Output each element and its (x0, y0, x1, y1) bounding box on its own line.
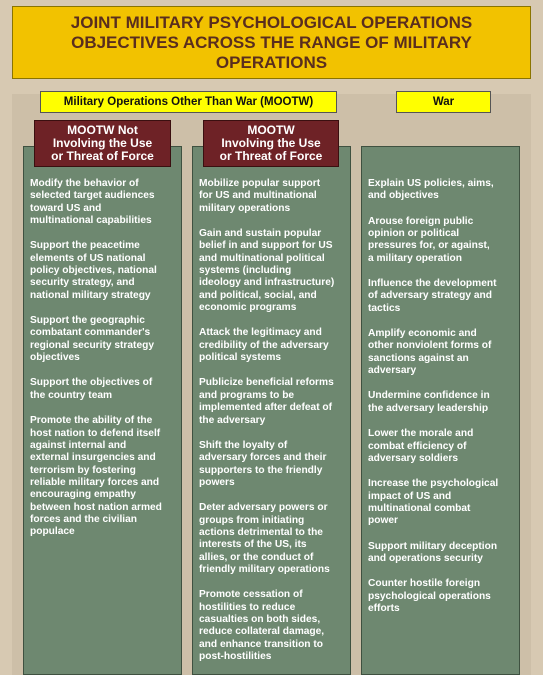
list-item: Explain US policies, aims, and objectives (368, 178, 494, 202)
column-heading-mootw-force: MOOTW Involving the Use or Threat of Force (203, 120, 339, 167)
war-header (396, 91, 491, 113)
list-item: Mobilize popular support for US and multinational military operations (199, 178, 321, 214)
list-item: Arouse foreign public opinion or political pressures for, or against, a military operation (368, 215, 490, 264)
column-war (361, 146, 520, 675)
title-banner (12, 6, 531, 79)
list-item: Support military deception and operations security (368, 540, 498, 564)
list-item: Influence the development of adversary strategy and tactics (368, 278, 497, 314)
list-item: Promote cessation of hostilities to reduce casualties on both sides, reduce collateral damage, and enhance transition to post-hostilities (199, 589, 325, 662)
list-item: Support the peacetime elements of US national policy objectives, national security strategy, and national military strategy (30, 240, 157, 301)
column-heading-mootw-no-force: MOOTW Not Involving the Use or Threat of Force (34, 120, 171, 167)
list-item: Increase the psychological impact of US and multinational combat power (368, 478, 499, 527)
list-item: Publicize beneficial reforms and programs to be implemented after defeat of the adversary (199, 377, 334, 426)
war-header-label: War (432, 96, 455, 108)
list-item: Support the objectives of the country team (30, 377, 153, 401)
list-item: Deter adversary powers or groups from initiating actions detrimental to the interests of the US, its allies, or the conduct of friendly military operations (199, 502, 330, 575)
list-item: Support the geographic combatant commander's regional security strategy objectives (30, 315, 154, 364)
list-item: Gain and sustain popular belief in and support for US and multinational political systems (including ideology and infrastructure) and political, social, and economic programs (199, 228, 335, 314)
list-item: Attack the legitimacy and credibility of the adversary political systems (199, 327, 329, 364)
list-item: Amplify economic and other nonviolent forms of sanctions against an adversary (368, 328, 492, 377)
mootw-header-label: Military Operations Other Than War (MOOTW) (63, 96, 314, 108)
list-item: Promote the ability of the host nation to defend itself against internal and external insurgencies and terrorism by fostering reliable military forces and encouraging empathy between host nation armed forces and the civilian populace (30, 415, 162, 538)
column-mootw-force (192, 146, 351, 675)
list-item: Modify the behavior of selected target audiences toward US and multinational capabilities (30, 178, 155, 227)
list-item: Shift the loyalty of adversary forces and their supporters to the friendly powers (199, 439, 327, 488)
mootw-header (40, 91, 337, 113)
list-item: Undermine confidence in the adversary leadership (368, 390, 490, 414)
page-title: JOINT MILITARY PSYCHOLOGICAL OPERATIONS OBJECTIVES ACROSS THE RANGE OF MILITARY OPERATIONS (70, 12, 473, 72)
list-item: Lower the morale and combat efficiency of adversary soldiers (368, 428, 474, 464)
list-item: Counter hostile foreign psychological operations efforts (368, 578, 491, 614)
column-mootw-no-force (23, 146, 182, 675)
